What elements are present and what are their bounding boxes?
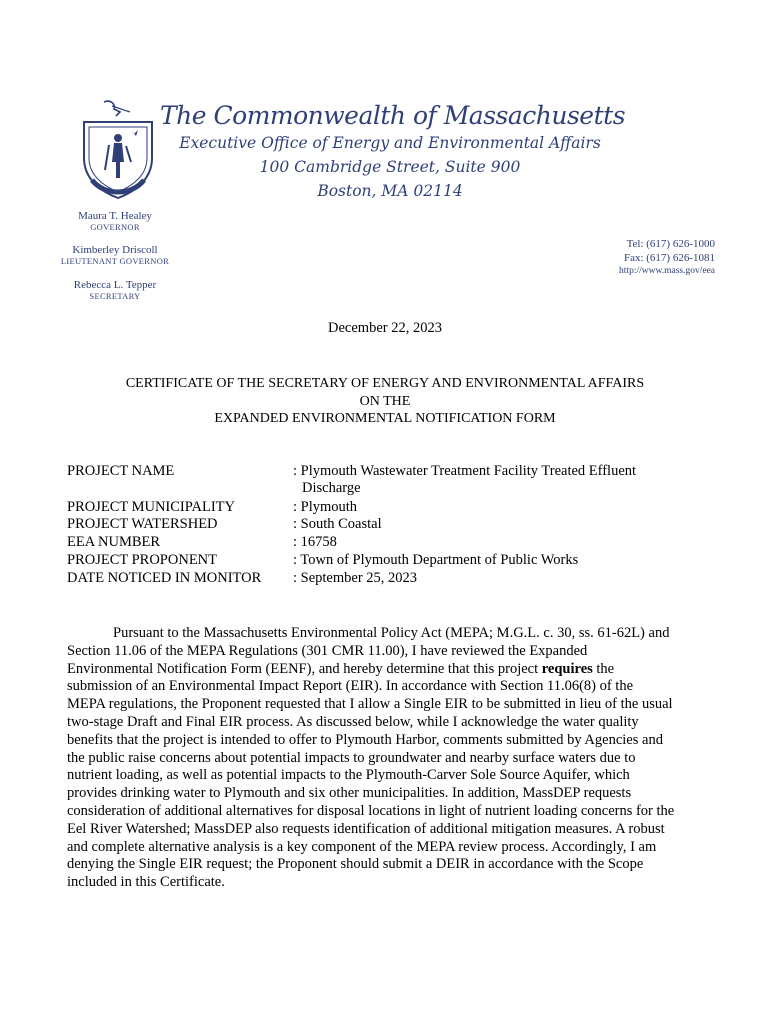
paragraph-line: Eel River Watershed; MassDEP also requests identification of additional mitigation measures. A robust [67, 820, 665, 837]
field-value: : 16758 [293, 534, 337, 551]
body-paragraph [67, 625, 707, 892]
letterhead-city: Boston, MA 02114 [317, 182, 463, 200]
paragraph-line: Section 11.06 of the MEPA Regulations (301 CMR 11.00), I have reviewed the Expanded [67, 642, 588, 659]
paragraph-line: the public raise concerns about potential impacts to groundwater and nearby surface waters due to [67, 749, 636, 766]
contact-tel: Tel: (617) 626-1000 [626, 238, 715, 250]
certificate-line: EXPANDED ENVIRONMENTAL NOTIFICATION FORM [214, 411, 556, 426]
official-name: Maura T. Healey [78, 210, 152, 222]
official-title: SECRETARY [89, 291, 141, 301]
paragraph-line: MEPA regulations, the Proponent requested that I allow a Single EIR to be submitted in lieu of the usual [67, 696, 673, 713]
letterhead-office: Executive Office of Energy and Environmental Affairs [179, 134, 601, 152]
field-label: EEA NUMBER [67, 534, 161, 551]
certificate-line: ON THE [359, 393, 411, 409]
paragraph-line: and complete alternative analysis is a key component of the MEPA review process. Accordingly, I am [67, 838, 657, 855]
field-label: DATE NOTICED IN MONITOR [67, 569, 262, 586]
field-value: : Town of Plymouth Department of Public Works [293, 551, 579, 568]
contact-block [619, 237, 715, 278]
paragraph-line: denying the Single EIR request; the Proponent should submit a DEIR in accordance with the Scope [67, 856, 644, 873]
commonwealth-seal [76, 100, 160, 200]
field-label: PROJECT MUNICIPALITY [67, 498, 235, 515]
paragraph-line [67, 661, 707, 679]
paragraph-line: submission of an Environmental Impact Report (EIR). In accordance with Section 11.06(8) of the [67, 678, 634, 695]
field-value: : September 25, 2023 [293, 569, 418, 586]
contact-website-link[interactable]: http://www.mass.gov/eea [619, 266, 715, 276]
official-name: Rebecca L. Tepper [73, 279, 157, 291]
letterhead-street: 100 Cambridge Street, Suite 900 [259, 158, 521, 176]
official-title: GOVERNOR [90, 222, 140, 232]
project-name-value: : Plymouth Wastewater Treatment Facility Treated Effluent [293, 463, 637, 479]
official-name: Kimberley Driscoll [72, 244, 158, 256]
field-value: : South Coastal [293, 516, 382, 533]
paragraph-line: provides drinking water to Plymouth and six other municipalities. In addition, MassDEP requests [67, 785, 632, 802]
paragraph-line: two-stage Draft and Final EIR process. As discussed below, while I acknowledge the water quality [67, 713, 639, 730]
paragraph-line: benefits that the project is intended to offer to Plymouth Harbor, comments submitted by Agencies and [67, 731, 663, 748]
field-value: : Plymouth [293, 498, 358, 515]
field-value [293, 463, 673, 497]
document-date: December 22, 2023 [328, 320, 442, 336]
contact-fax: Fax: (617) 626-1081 [623, 252, 715, 264]
project-name-value-cont: Discharge [302, 480, 361, 496]
official-title: LIEUTENANT GOVERNOR [60, 256, 170, 266]
paragraph-line: consideration of additional alternatives for disposal locations in light of nutrient loading concerns for the [67, 802, 675, 819]
paragraph-line: nutrient loading, as well as potential impacts to the Plymouth-Carver Sole Source Aquifer, which [67, 767, 630, 784]
field-label: PROJECT PROPONENT [67, 551, 217, 568]
certificate-line: CERTIFICATE OF THE SECRETARY OF ENERGY AND ENVIRONMENTAL AFFAIRS [125, 376, 645, 391]
field-label: PROJECT NAME [67, 463, 175, 479]
paragraph-line: included in this Certificate. [67, 874, 225, 891]
requires-emphasis: requires [541, 660, 593, 677]
certificate-heading [0, 375, 770, 428]
paragraph-text: the [592, 660, 615, 677]
official-governor [40, 210, 190, 232]
official-lieutenant-governor [40, 244, 190, 266]
field-label: PROJECT WATERSHED [67, 516, 218, 533]
official-secretary [40, 279, 190, 301]
letterhead-title: The Commonwealth of Massachusetts [160, 101, 626, 130]
paragraph-text: Environmental Notification Form (EENF), and hereby determine that this project [67, 660, 542, 677]
paragraph-line: Pursuant to the Massachusetts Environmental Policy Act (MEPA; M.G.L. c. 30, ss. 61-62L) and [113, 625, 670, 641]
